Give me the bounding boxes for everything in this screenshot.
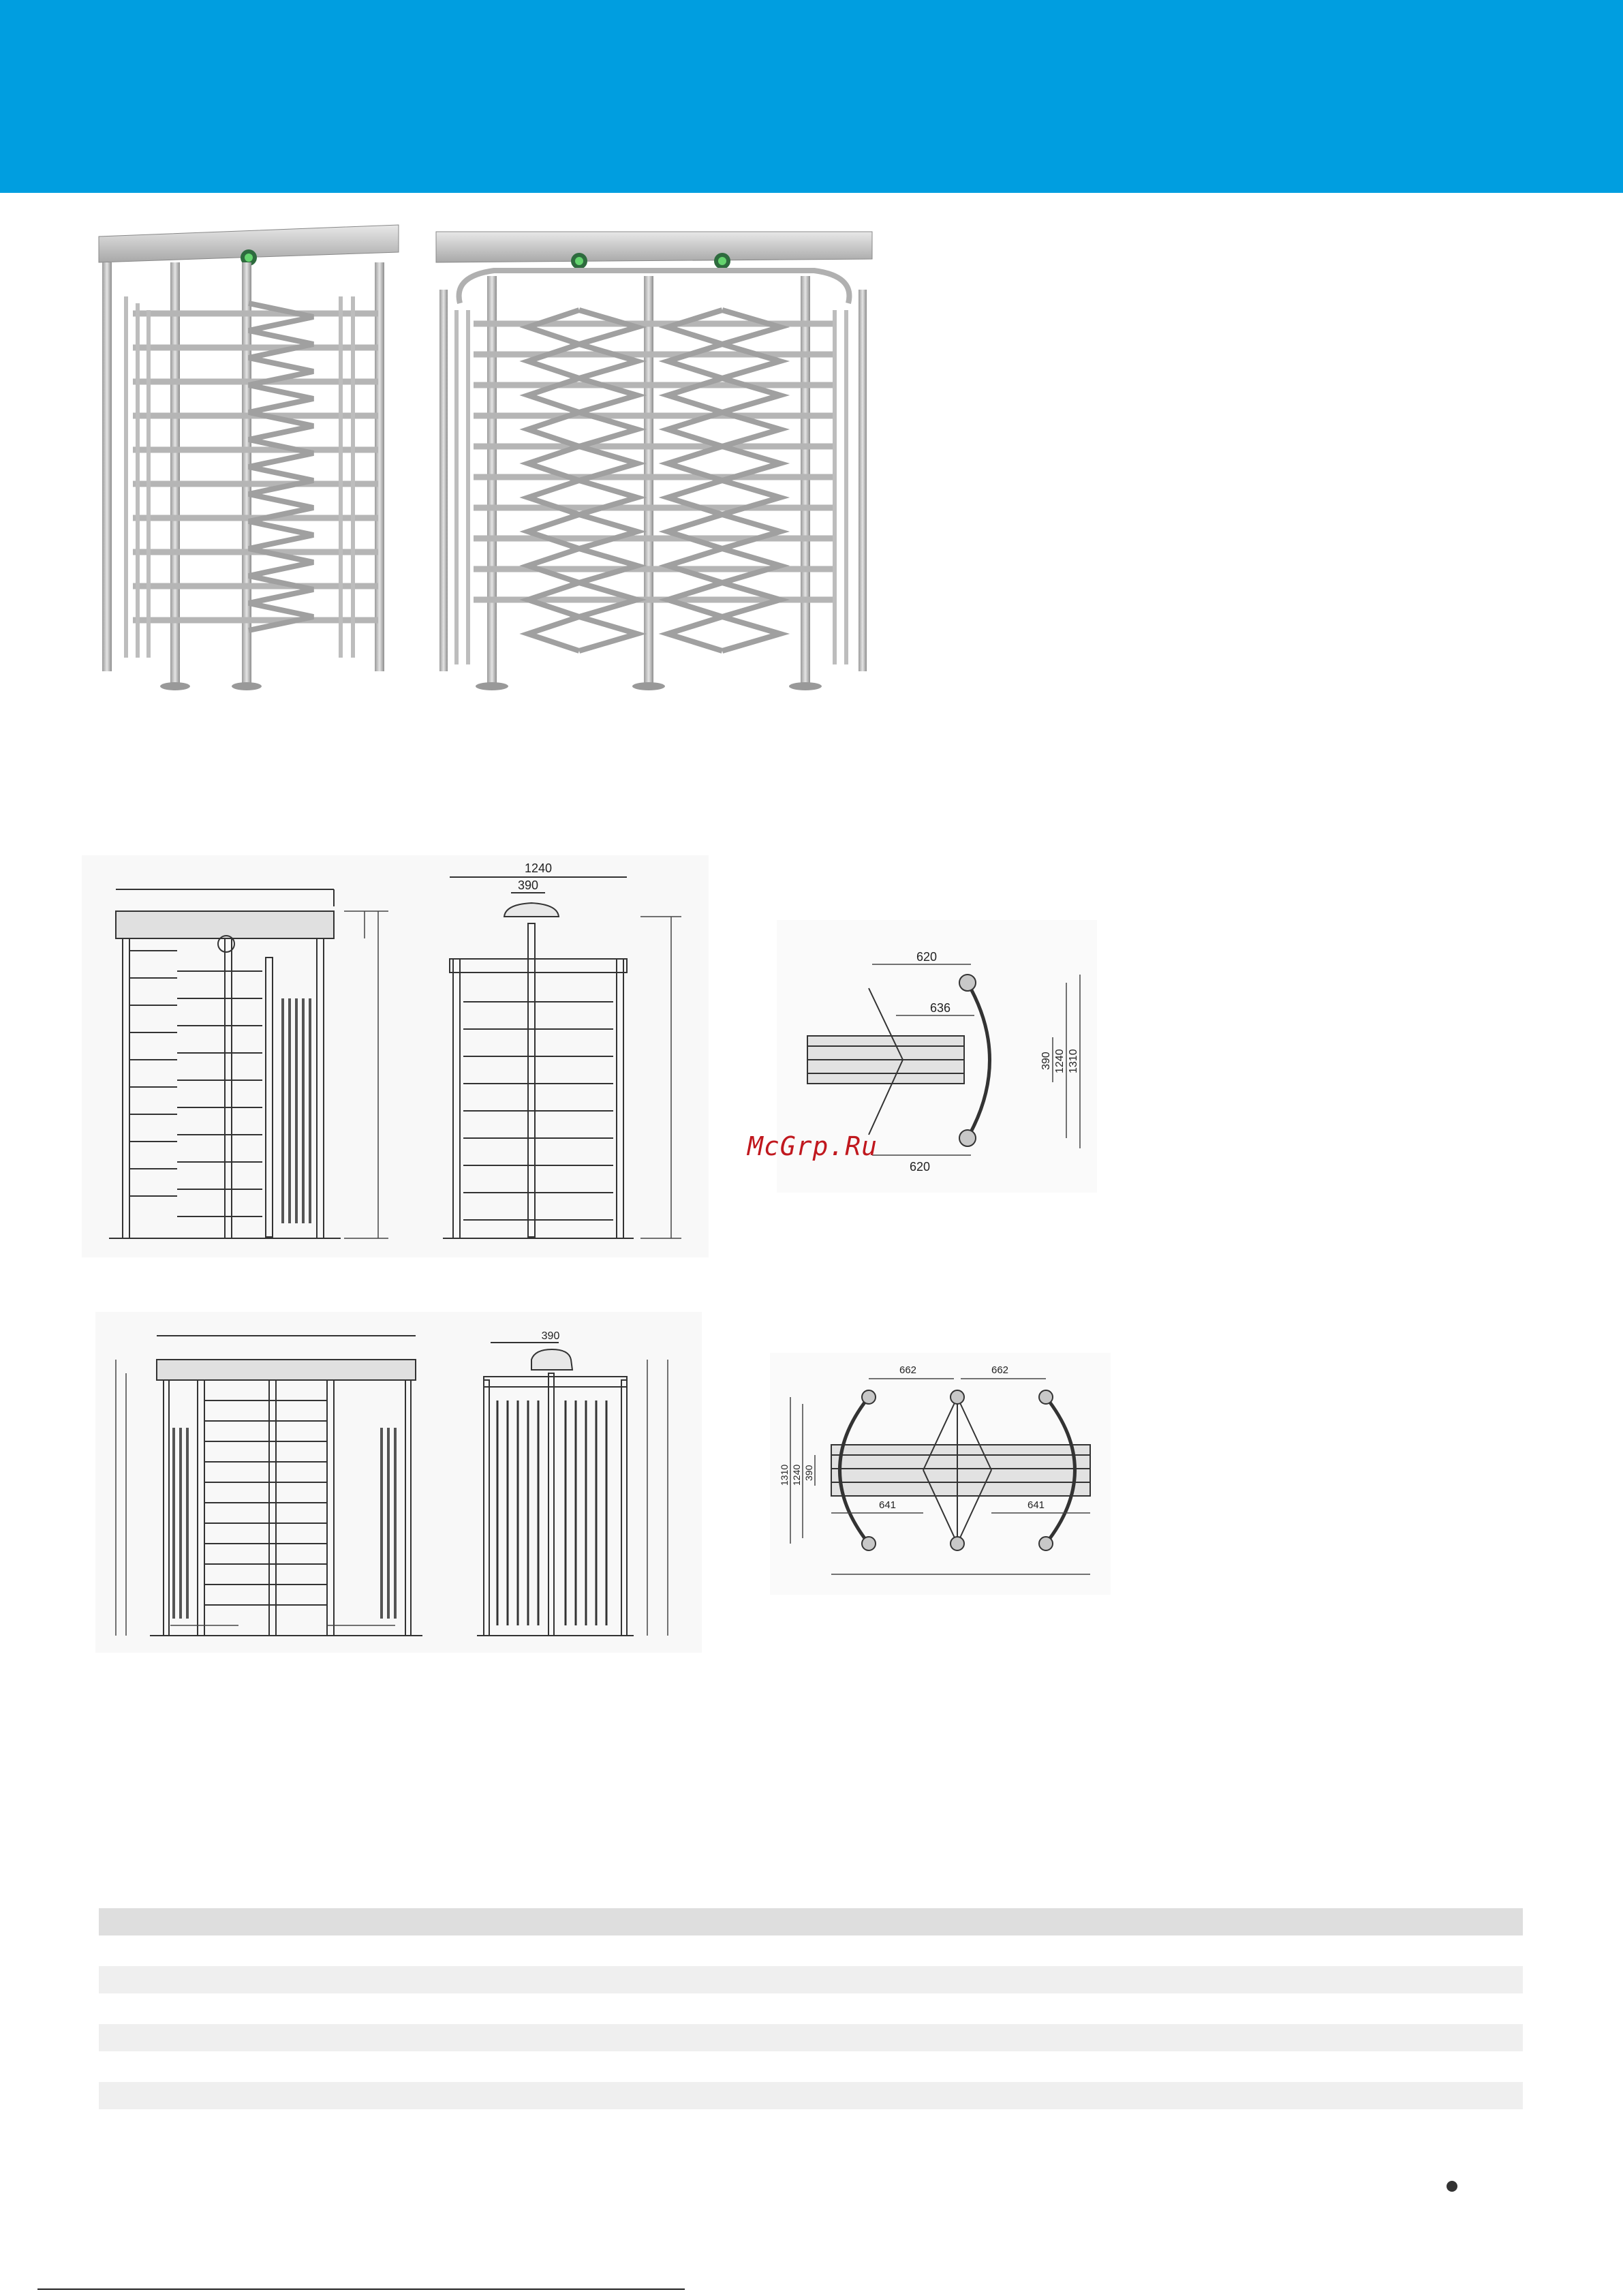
dim-620-bottom: 620 [910, 1160, 931, 1174]
watermark: McGrp.Ru [747, 1131, 878, 1161]
dim-1240: 1240 [1054, 1049, 1066, 1073]
dim-1240: 1240 [791, 1464, 802, 1486]
table-row [99, 1966, 1523, 1993]
table-row [99, 2082, 1523, 2109]
table-row [99, 2024, 1523, 2051]
dim-head-label: 390 [541, 1330, 560, 1342]
double-turnstile-plan-drawing [770, 1353, 1111, 1595]
dim-1310: 1310 [1068, 1049, 1079, 1073]
turnstile-double-photo [433, 221, 876, 699]
dim-636: 636 [930, 1001, 951, 1015]
dim-662-right: 662 [991, 1364, 1009, 1376]
footer-rule [37, 2289, 685, 2290]
dim-662-left: 662 [899, 1364, 917, 1376]
dim-1310: 1310 [779, 1464, 790, 1486]
turnstile-single-photo [95, 221, 402, 699]
table-header-row [99, 1908, 1523, 1935]
dim-641-right: 641 [1027, 1499, 1045, 1511]
single-turnstile-elevation-drawing [82, 855, 709, 1257]
dim-width-label: 1240 [524, 861, 553, 875]
dim-641-left: 641 [879, 1499, 897, 1511]
dim-390: 390 [1040, 1052, 1052, 1070]
header-banner [0, 0, 1623, 193]
dim-620-top: 620 [916, 950, 938, 964]
double-turnstile-elevation-drawing [95, 1312, 702, 1653]
page-marker-dot [1447, 2181, 1457, 2192]
dim-390: 390 [803, 1465, 814, 1481]
dim-head-label: 390 [517, 878, 539, 892]
